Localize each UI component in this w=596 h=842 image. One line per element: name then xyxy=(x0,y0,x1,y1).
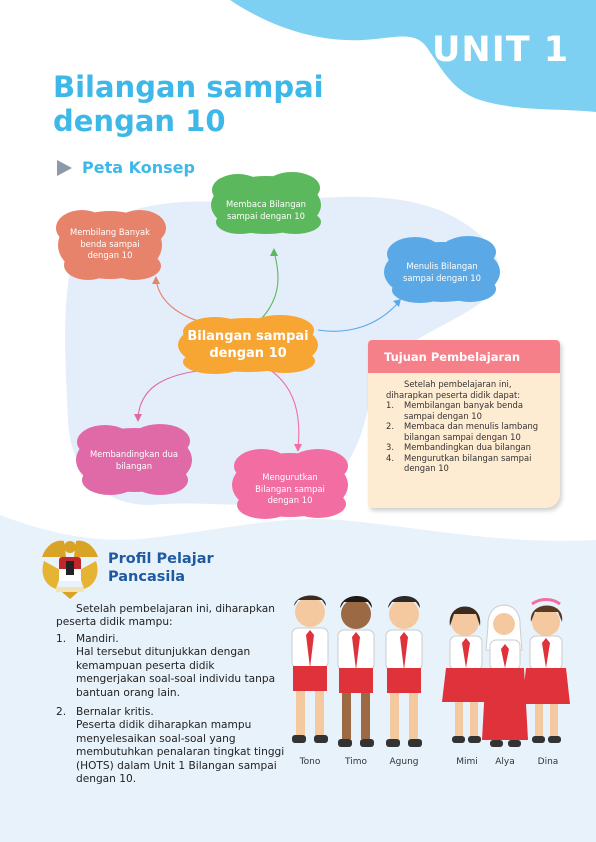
profile-item-text: Peserta didik diharapkan mampu menyelesaikan soal-soal yang membutuhkan penalaran tingkat tinggi (HOTS) dalam Unit 1 Bilangan sampai dengan 10. xyxy=(76,719,285,786)
concept-map-heading-text: Peta Konsep xyxy=(82,158,195,177)
learning-objectives-heading: Tujuan Pembelajaran xyxy=(368,340,560,373)
character-name-alya: Alya xyxy=(495,757,515,767)
node-membaca-label: Membaca Bilangan sampai dengan 10 xyxy=(226,199,306,221)
learning-objectives-intro: Setelah pembelajaran ini, diharapkan peserta didik dapat: xyxy=(386,379,521,400)
character-name-agung: Agung xyxy=(389,757,419,767)
learning-objectives-box xyxy=(368,340,560,508)
profile-intro: Setelah pembelajaran ini, diharapkan peserta didik mampu: xyxy=(56,603,275,629)
play-triangle-icon xyxy=(57,160,72,176)
unit-label: UNIT 1 xyxy=(432,30,570,70)
profile-section-title: Profil Pelajar Pancasila xyxy=(108,551,214,585)
list-item: 1. Membilangan banyak benda sampai dengan 10 xyxy=(386,400,523,421)
node-menulis-label: Menulis Bilangan sampai dengan 10 xyxy=(403,261,481,283)
center-node-label: Bilangan sampai dengan 10 xyxy=(187,329,309,361)
profile-item-heading: Mandiri. xyxy=(76,633,119,645)
node-membandingkan-label: Membandingkan dua bilangan xyxy=(89,449,179,471)
list-item: 3. Membandingkan dua bilangan xyxy=(386,442,531,452)
character-name-timo: Timo xyxy=(345,757,367,767)
list-item: 2. Bernalar kritis. Peserta didik diharapkan mampu menyelesaikan soal-soal yang membutuhkan penalaran tingkat tinggi (HOTS) dalam Unit 1 Bilangan sampai dengan 10. xyxy=(56,706,285,786)
list-item: 4. Mengurutkan bilangan sampai dengan 10 xyxy=(386,452,532,473)
character-name-dina: Dina xyxy=(537,757,559,767)
node-membilang-label: Membilang Banyak benda sampai dengan 10 xyxy=(69,227,151,260)
concept-map-heading xyxy=(57,158,195,177)
node-mengurutkan-label: Mengurutkan Bilangan sampai dengan 10 xyxy=(255,472,325,505)
profile-item-text: Hal tersebut ditunjukkan dengan kemampuan peserta didik mengerjakan soal-soal individu tanpa bantuan orang lain. xyxy=(76,646,276,699)
character-name-mimi: Mimi xyxy=(456,757,478,767)
learning-objectives-list xyxy=(368,400,560,474)
character-name-tono: Tono xyxy=(299,757,321,767)
profile-list xyxy=(56,633,286,792)
list-item: 2. Membaca dan menulis lambang bilangan sampai dengan 10 xyxy=(386,421,539,442)
profile-item-heading: Bernalar kritis. xyxy=(76,706,154,719)
list-item: 1. Mandiri. Hal tersebut ditunjukkan dengan kemampuan peserta didik mengerjakan soal-soal individu tanpa bantuan orang lain. xyxy=(56,633,286,700)
chapter-title: Bilangan sampai dengan 10 xyxy=(53,70,324,138)
